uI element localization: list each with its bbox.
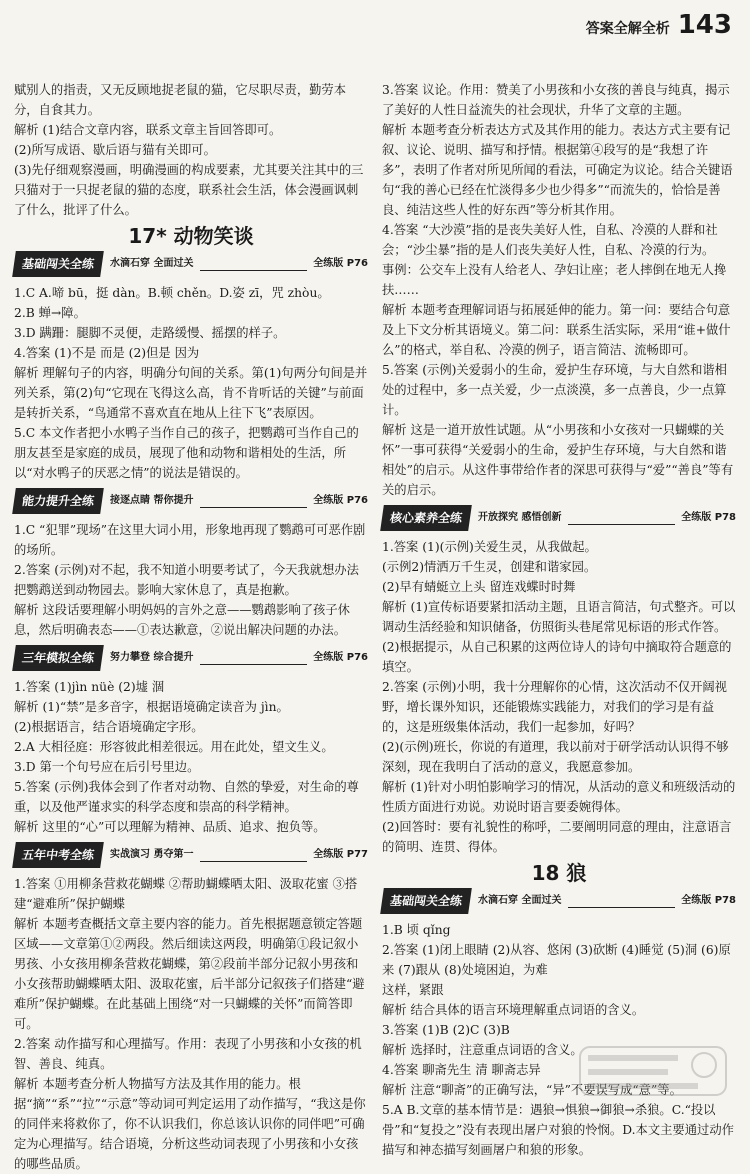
- text-line: 解析 理解句子的内容，明确分句间的关系。第(1)句两分句间是并列关系，第(2)句“它现在飞得这么高，肯不肯听话的关键”与前面是转折关系，“鸟通常不喜欢直在地从上往下飞”表原因。: [14, 366, 368, 420]
- text-line: 这样，紧跟: [382, 983, 444, 997]
- text-line: 赋别人的指责，又无反顾地捉老鼠的猫，它尽职尽责，勤劳本分，自食其力。: [14, 83, 347, 117]
- section-ref: 全练版 P78: [681, 895, 736, 906]
- page-header: [586, 10, 732, 40]
- text-line: 解析 (1)“禁”是多音字，根据语境确定读音为 jìn。: [14, 700, 289, 714]
- text-line: 3.答案 议论。作用：赞美了小男孩和小女孩的善良与纯真，揭示了美好的人性日益流失的社会现状，升华了文章的主题。: [382, 83, 730, 117]
- lesson-title: 17* 动物笑谈: [128, 224, 254, 248]
- text-line: 4.答案 聊斋先生 清 聊斋志异: [382, 1063, 541, 1077]
- page-number: 143: [677, 10, 732, 40]
- section-bar: [382, 506, 736, 530]
- text-line: 解析 这段话要理解小明妈妈的言外之意——鹦鹉影响了孩子休息，然后明确表态——①表达歉意，②说出解决问题的办法。: [14, 603, 350, 637]
- section-label: 五年中考全练: [12, 842, 104, 868]
- text-line: (示例2)情洒万千生灵，创建和谐家园。: [382, 560, 597, 574]
- text-line: 1.B 顷 qǐng: [382, 923, 451, 937]
- text-line: (2)所写成语、歇后语与猫有关即可。: [14, 143, 216, 157]
- section-bar: [14, 646, 368, 670]
- watermark-logo: [578, 1043, 728, 1099]
- section-ref: 全练版 P76: [313, 652, 368, 663]
- text-line: (2)(示例)班长，你说的有道理，我以前对于研学活动认识得不够深刻，现在我明白了活动的意义，我愿意参加。: [382, 740, 729, 774]
- text-line: 1.答案 ①用柳条营救花蝴蝶 ②帮助蝴蝶晒太阳、汲取花蜜 ③搭建“避难所”保护蝴蝶: [14, 877, 358, 911]
- text-line: (2)根据提示，从自己积累的这两位诗人的诗句中摘取符合题意的填空。: [382, 640, 732, 674]
- section-ref: 全练版 P76: [313, 495, 368, 506]
- text-line: 解析 本题考查理解词语与拓展延伸的能力。第一问：要结合句意及上下文分析其语境义。第二问：联系生活实际，采用“谁+做什么”的格式，举自私、冷漠的例子，语言简洁、流畅即可。: [382, 303, 731, 357]
- text-line: 解析 (1)针对小明怕影响学习的情况，从活动的意义和班级活动的性质方面进行劝说。劝说时语言要委婉得体。: [382, 780, 736, 814]
- text-line: 5.答案 (示例)我体会到了作者对动物、自然的挚爱，对生命的尊重，以及他严谨求实的科学态度和崇高的科学精神。: [14, 780, 359, 814]
- text-line: 解析 本题考查分析表达方式及其作用的能力。表达方式主要有记叙、议论、说明、描写和抒情。根据第④段写的是“我想了许多”，表明了作者对所见所闻的看法，可确定为议论。结合关键语句“我的善心已经在忙淡得多少也少得多”“而流失的，恰恰是善良、纯洁这些人性的好东西”等分析其作用。: [382, 123, 733, 217]
- section-bar: [14, 489, 368, 513]
- text-line: 解析 (1)结合文章内容，联系文章主旨回答即可。: [14, 123, 282, 137]
- divider: [200, 258, 308, 271]
- text-line: 2.答案 (1)闭上眼睛 (2)从容、悠闲 (3)砍断 (4)睡觉 (5)洞 (6)原来 (7)跟从 (8)处境困迫，为难: [382, 943, 731, 977]
- section-label: 三年模拟全练: [12, 645, 104, 671]
- divider: [568, 512, 676, 525]
- text-line: 5.答案 (示例)关爱弱小的生命，爱护生存环境，与大自然和谐相处的过程中，多一点关爱，少一点淡漠，多一点善良，少一点算计。: [382, 363, 727, 417]
- section-bar: [14, 252, 368, 276]
- text-line: 3.答案 (1)B (2)C (3)B: [382, 1023, 510, 1037]
- text-line: 解析 本题考查分析人物描写方法及其作用的能力。根据“摘”“系”“拉”“示意”等动词可判定运用了动作描写，“我这是你的同伴来将救你了，你不认识我们，你总该认识你的同伴吧”可确定为心理描写。结合语境，分析这些动词表现了小男孩和小女孩的哪些品质。: [14, 1077, 366, 1171]
- text-line: 1.C A.啼 bū，挺 dàn。B.顿 chěn。D.姿 zī，咒 zhòu。: [14, 286, 330, 300]
- text-line: 1.C “犯罪”现场”在这里大词小用，形象地再现了鹦鹉可可恶作剧的场所。: [14, 523, 366, 557]
- section-label: 基础闯关全练: [12, 251, 104, 277]
- text-line: 解析 这里的“心”可以理解为精神、品质、追求、抱负等。: [14, 820, 326, 834]
- text-line: 解析 选择时，注意重点词语的含义。: [382, 1043, 583, 1057]
- left-column: [14, 80, 368, 1174]
- text-line: 3.D 蹒跚：腿脚不灵便，走路缓慢、摇摆的样子。: [14, 326, 286, 340]
- section-subtitle: 实战演习 勇夺第一: [110, 849, 194, 860]
- columns: [14, 80, 736, 1174]
- text-line: 2.答案 (示例)小明，我十分理解你的心情，这次活动不仅开阔视野，增长课外知识，还能锻炼实践能力，对我们的学习是有益的，这是班级集体活动，我们一起参加，好吗？: [382, 680, 727, 734]
- text-line: 1.答案 (1)jìn nüè (2)墟 涸: [14, 680, 165, 694]
- text-line: (2)回答时：要有礼貌性的称呼，二要阐明同意的理由，注意语言的简明、连贯、得体。: [382, 820, 732, 854]
- text-line: 解析 这是一道开放性试题。从“小男孩和小女孩对一只蝴蝶的关怀”一事可获得“关爱弱小的生命，爱护生存环境，与大自然和谐相处”的启示。从这件事带给作者的深思可获得与“爱”“善良”等有关的启示。: [382, 423, 734, 497]
- section-label: 核心素养全练: [380, 505, 472, 531]
- section-bar: [14, 843, 368, 867]
- section-subtitle: 接逐点睛 帮你提升: [110, 495, 194, 506]
- divider: [200, 849, 308, 862]
- text-line: 2.B 蝉→障。: [14, 306, 86, 320]
- divider: [200, 652, 308, 665]
- text-line: 4.答案 “大沙漠”指的是丧失美好人性，自私、冷漠的人群和社会；“沙尘暴”指的是人们丧失美好人性，自私、冷漠的行为。: [382, 223, 718, 257]
- text-line: 事例：公交车上没有人给老人、孕妇让座；老人摔倒在地无人搀扶……: [382, 263, 727, 297]
- text-line: 4.答案 (1)不是 而是 (2)但是 因为: [14, 346, 200, 360]
- divider: [568, 895, 676, 908]
- right-column: [382, 80, 736, 1174]
- text-line: (2)根据语言，结合语境确定字形。: [14, 720, 204, 734]
- section-subtitle: 开放探究 感悟创新: [478, 512, 562, 523]
- text-line: 5.C 本文作者把小水鸭子当作自己的孩子，把鹦鹉可当作自己的朋友甚至是家庭的成员，展现了他和动物和谐相处的生活，所以“对水鸭子的厌恶之情”的说法是错误的。: [14, 426, 359, 480]
- section-label: 基础闯关全练: [380, 888, 472, 914]
- text-line: 2.答案 (示例)对不起，我不知道小明要考试了，今天我就想办法把鹦鹉送到动物园去。影响大家休息了，真是抱歉。: [14, 563, 359, 597]
- text-line: 5.A B.文章的基本情节是：遇狼→惧狼→御狼→杀狼。C.“投以骨”和“复投之”没有表现出屠户对狼的怜悯。D.本文主要通过动作描写和神态描写刻画屠户和狼的形象。: [382, 1103, 734, 1157]
- text-line: (3)先仔细观察漫画，明确漫画的构成要素，尤其要关注其中的三只猫对于一只捉老鼠的猫的态度，联系社会生活，体会漫画讽刺了什么，批评了什么。: [14, 163, 364, 217]
- text-line: 解析 (1)宣传标语要紧扣活动主题，且语言简洁，句式整齐。可以调动生活经验和知识储备，仿照街头巷尾常见标语的形式作答。: [382, 600, 736, 634]
- text-line: 2.答案 动作描写和心理描写。作用：表现了小男孩和小女孩的机智、善良、纯真。: [14, 1037, 362, 1071]
- text-line: 3.D 第一个句号应在后引号里边。: [14, 760, 200, 774]
- section-ref: 全练版 P77: [313, 849, 368, 860]
- section-bar: [382, 889, 736, 913]
- section-label: 能力提升全练: [12, 488, 104, 514]
- text-line: 1.答案 (1)(示例)关爱生灵，从我做起。: [382, 540, 597, 554]
- section-subtitle: 努力攀登 综合提升: [110, 652, 194, 663]
- section-subtitle: 水滴石穿 全面过关: [478, 895, 562, 906]
- text-line: 解析 注意“聊斋”的正确写法，“异”不要误写成“意”等。: [382, 1083, 682, 1097]
- header-title: 答案全解全析: [585, 21, 670, 37]
- text-line: 解析 本题考查概括文章主要内容的能力。首先根据题意锁定答题区域——文章第①②两段。然后细读这两段，明确第①段记叙小男孩、小女孩用柳条营救花蝴蝶，第②段前半部分记叙小男孩和小女孩帮助蝴蝶晒太阳、汲取花蜜，后半部分记叙孩子们搭建“避难所”保护蝴蝶。在此基础上围绕“对一只蝴蝶的关怀”而简答即可。: [14, 917, 365, 1031]
- lesson-title: 18 狼: [531, 861, 587, 885]
- text-line: (2)早有蜻蜓立上头 留连戏蝶时时舞: [382, 580, 576, 594]
- section-subtitle: 水滴石穿 全面过关: [110, 258, 194, 269]
- divider: [200, 495, 308, 508]
- section-ref: 全练版 P78: [681, 512, 736, 523]
- section-ref: 全练版 P76: [313, 258, 368, 269]
- text-line: 解析 结合具体的语言环境理解重点词语的含义。: [382, 1003, 645, 1017]
- text-line: 2.A 大相径庭：形容彼此相差很远。用在此处，望文生义。: [14, 740, 334, 754]
